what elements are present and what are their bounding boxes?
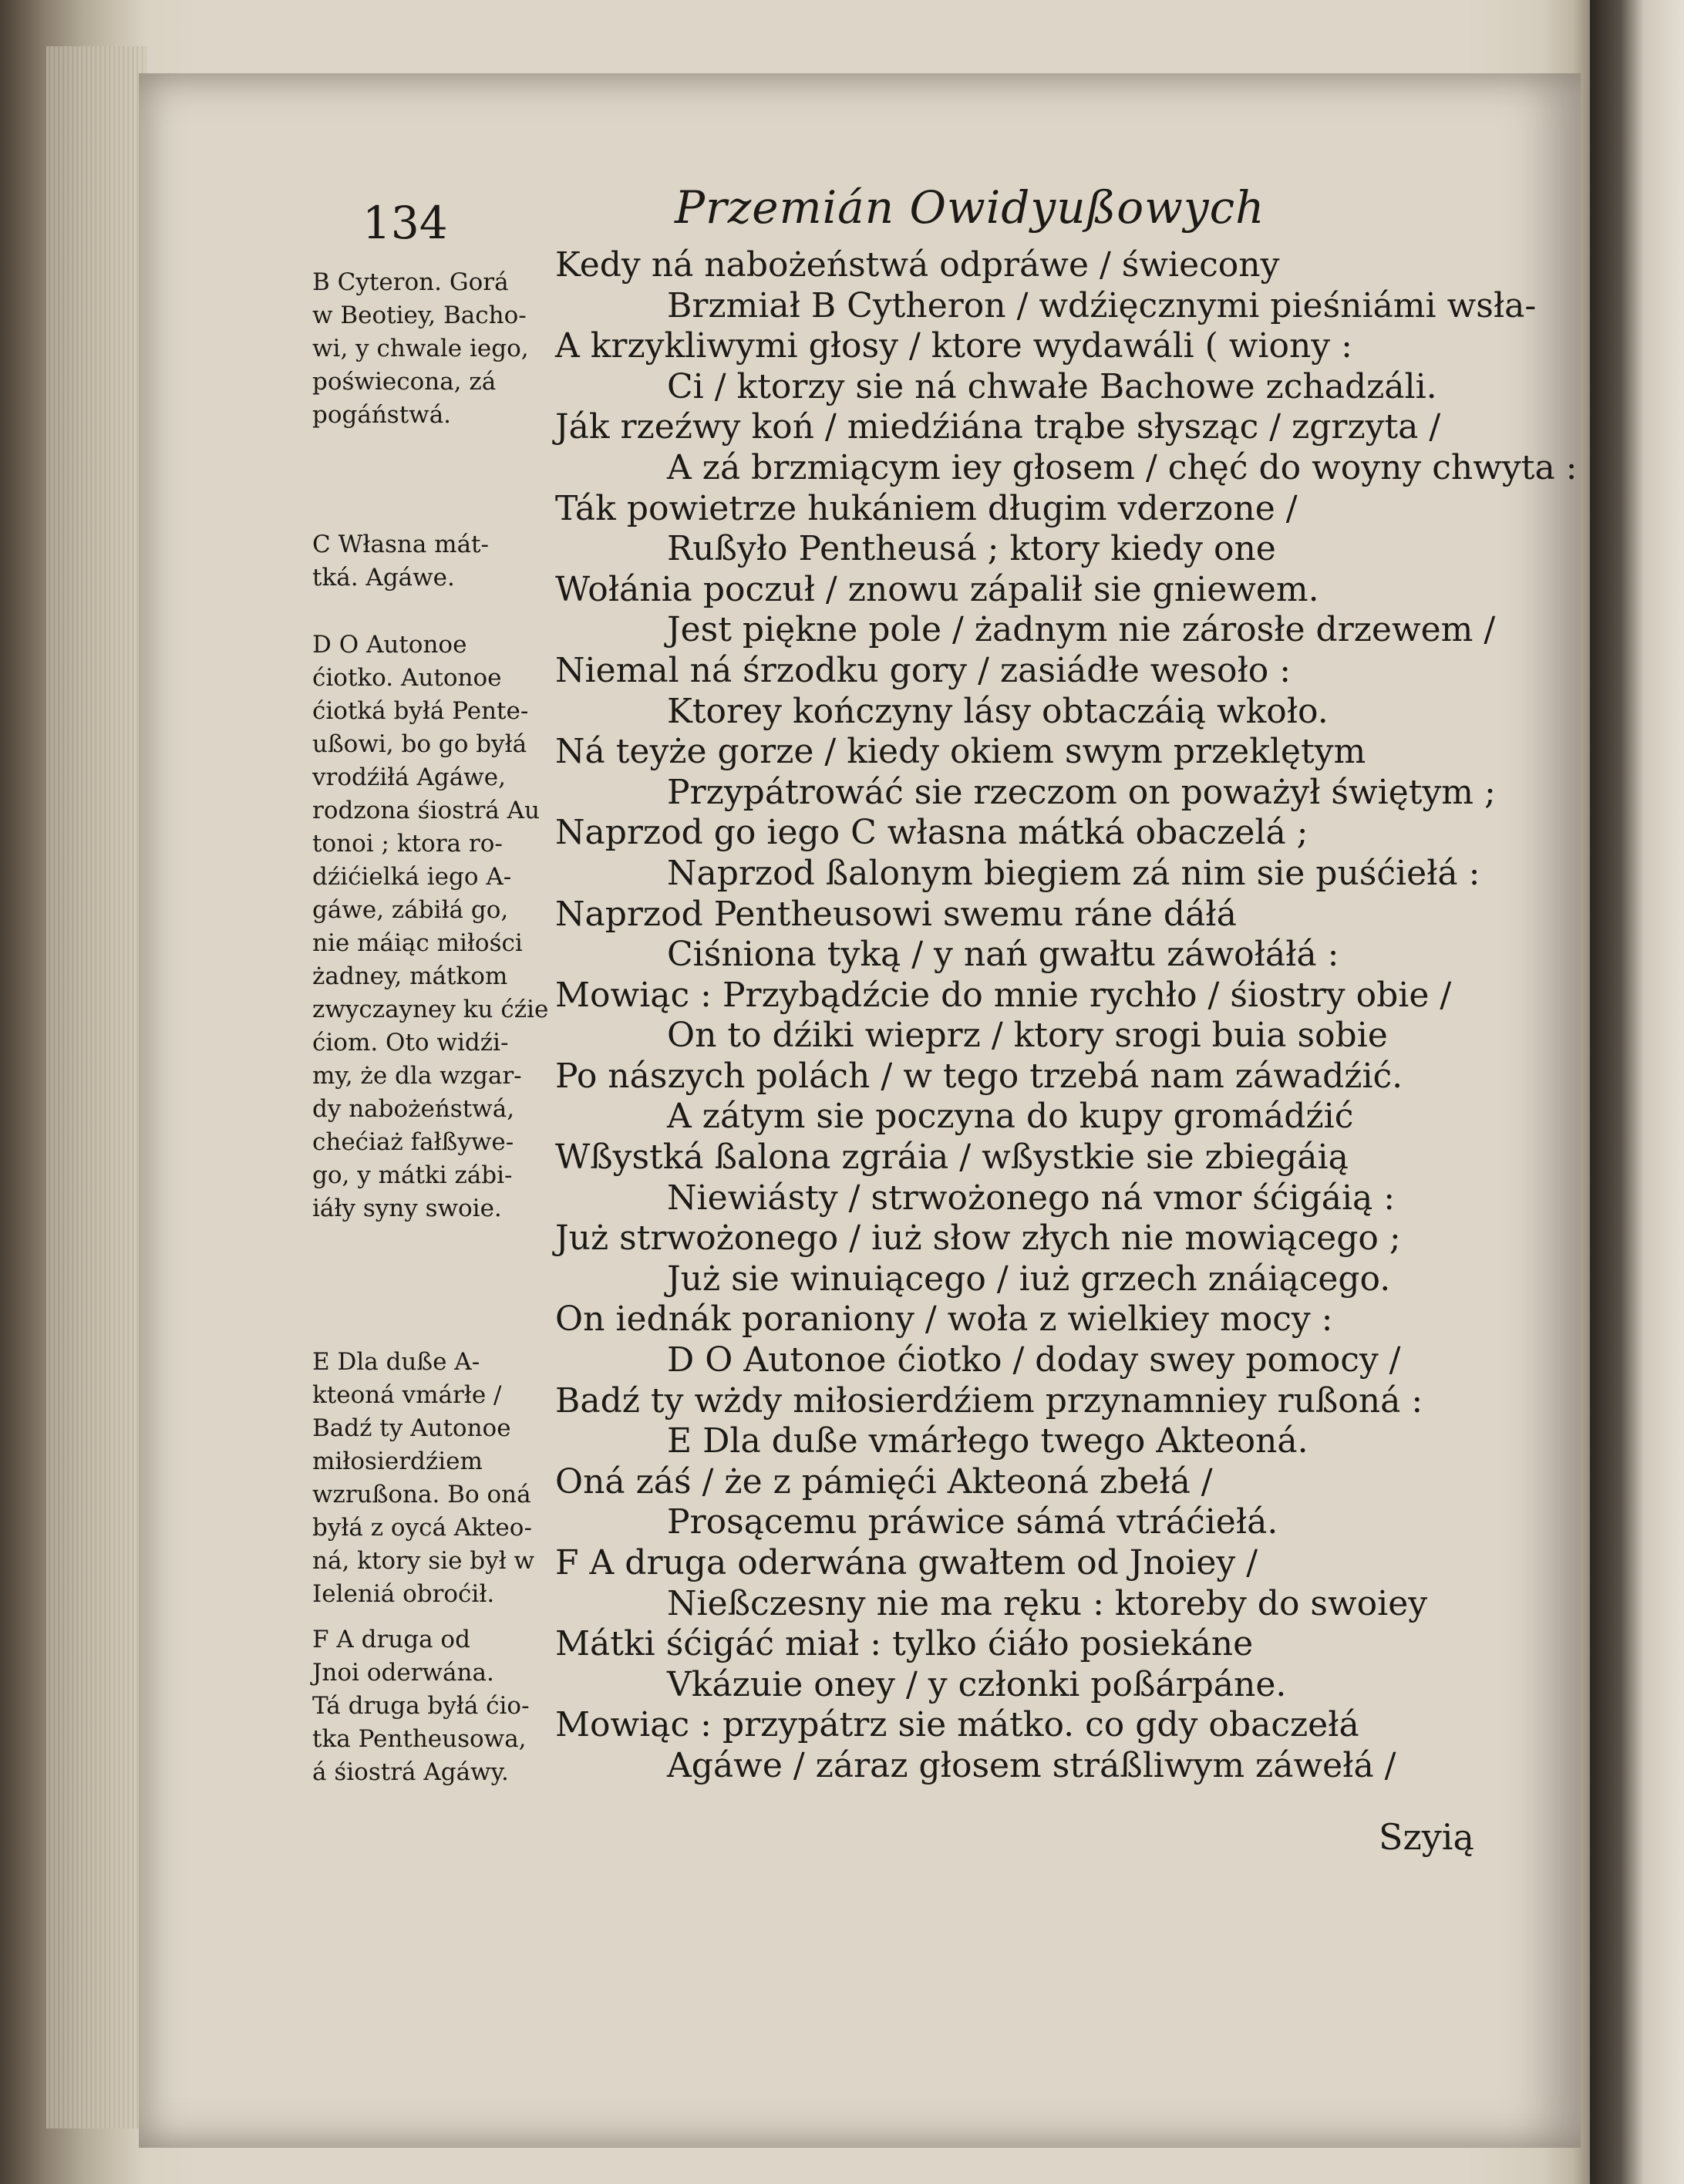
verse-line: Ná teyże gorze / kiedy okiem swym przeklętym	[555, 732, 1366, 772]
verse-line: Ktorey kończyny lásy obtaczáią wkoło.	[667, 691, 1329, 731]
verse-line: Niemal ná śrzodku gory / zasiádłe wesoło :	[555, 650, 1292, 690]
verse-line: Niewiásty / strwożonego ná vmor śćigáią :	[667, 1178, 1396, 1218]
margin-note-line: Tá druga byłá ćio-	[312, 1692, 530, 1720]
verse-line: Ci / ktorzy sie ná chwałe Bachowe zchadzáli.	[667, 366, 1437, 406]
margin-note-line: Jnoi oderwána.	[312, 1659, 494, 1687]
verse-line: Przypátrowáć sie rzeczom on poważył świętym ;	[667, 772, 1496, 812]
margin-note-line: Ieleniá obroćił.	[312, 1580, 495, 1608]
verse-line: Ták powietrze hukániem długim vderzone /	[555, 488, 1298, 528]
margin-note	[312, 266, 529, 432]
verse-line: A krzykliwymi głosy / ktore wydawáli ( wiony :	[555, 326, 1352, 366]
verse-line: Agáwe / záraz głosem stráßliwym záwełá /	[667, 1745, 1396, 1785]
margin-note-line: wzrußona. Bo oná	[312, 1481, 531, 1508]
verse-line: E Dla duße vmárłego twego Akteoná.	[667, 1421, 1308, 1461]
margin-note-line: miłosierdźiem	[312, 1448, 483, 1475]
verse-line: Rußyło Pentheusá ; ktory kiedy one	[667, 529, 1276, 569]
verse-line: On to dźiki wieprz / ktory srogi buia sobie	[667, 1016, 1388, 1056]
verse-line: Wßystká ßalona zgráia / wßystkie sie zbiegáią	[555, 1138, 1349, 1178]
margin-note-line: F A druga od	[312, 1626, 470, 1653]
page-number: 134	[362, 197, 448, 249]
margin-note-line: chećiaż fałßywe-	[312, 1128, 514, 1156]
verse-line: Oná záś / że z pámięći Akteoná zbełá /	[555, 1461, 1213, 1502]
verse-line: Ják rzeźwy koń / miedźiána trąbe słysząc / zgrzyta /	[555, 407, 1441, 447]
margin-note-line: kteoná vmárłe /	[312, 1381, 502, 1409]
verse-line: Brzmiał B Cytheron / wdźięcznymi pieśniámi wsła-	[667, 285, 1537, 325]
verse-line: Prosącemu práwice sámá vtráćiełá.	[667, 1502, 1278, 1542]
margin-note-line: tka Pentheusowa,	[312, 1725, 527, 1753]
running-head: Przemián Owidyußowych	[675, 181, 1265, 234]
margin-note-line: ußowi, bo go byłá	[312, 730, 527, 758]
margin-note-line: tonoi ; ktora ro-	[312, 830, 503, 858]
margin-note-line: Badź ty Autonoe	[312, 1414, 511, 1442]
margin-note-line: vrodźiłá Agáwe,	[312, 763, 506, 791]
margin-note-line: nie máiąc miłości	[312, 929, 523, 957]
margin-note-line: dy nabożeństwá,	[312, 1095, 515, 1123]
verse-line: Naprzod ßalonym biegiem zá nim sie puśćiełá :	[667, 853, 1480, 893]
verse-line: D O Autonoe ćiotko / doday swey pomocy /	[667, 1340, 1401, 1380]
verse-line: A zátym sie poczyna do kupy gromádźić	[667, 1097, 1354, 1137]
margin-note-line: ćiotko. Autonoe	[312, 664, 502, 692]
margin-note-line: ná, ktory sie był w	[312, 1547, 535, 1575]
verse-line: Jest piękne pole / żadnym nie zárosłe drzewem /	[667, 610, 1496, 650]
margin-note-line: byłá z oycá Akteo-	[312, 1514, 532, 1542]
verse-text	[555, 245, 1578, 1787]
margin-note-line: tká. Agáwe.	[312, 564, 455, 592]
verse-line: A zá brzmiącym iey głosem / chęć do woyny chwyta :	[667, 447, 1578, 487]
verse-line: Już sie winuiącego / iuż grzech znáiącego.	[667, 1259, 1391, 1299]
margin-note-line: iáły syny swoie.	[312, 1195, 502, 1222]
verse-line: Badź ty wżdy miłosierdźiem przynamniey rußoná :	[555, 1380, 1423, 1421]
verse-line: Naprzod go iego C własna mátká obaczelá ;	[555, 813, 1308, 853]
margin-note-line: D O Autonoe	[312, 631, 467, 659]
verse-line: Ciśniona tyką / y nań gwałtu záwołáłá :	[667, 935, 1339, 975]
page-edges	[46, 46, 147, 2128]
facing-page-edge	[1590, 0, 1684, 2184]
margin-note-line: rodzona śiostrá Au	[312, 797, 540, 824]
margin-note-line: poświecona, zá	[312, 368, 497, 396]
verse-line: Naprzod Pentheusowi swemu ráne dáłá	[555, 894, 1237, 934]
verse-line: On iednák poraniony / woła z wielkiey mocy :	[555, 1299, 1333, 1340]
margin-note-line: wi, y chwale iego,	[312, 335, 529, 362]
verse-line: Mátki śćigáć miał : tylko ćiáło posiekáne	[555, 1624, 1254, 1664]
margin-note	[312, 1623, 530, 1789]
margin-note-line: á śiostrá Agáwy.	[312, 1758, 509, 1786]
margin-note-line: dźićielká iego A-	[312, 863, 512, 891]
margin-note-line: pogáństwá.	[312, 401, 452, 429]
margin-note	[312, 528, 489, 595]
verse-line: Mowiąc : Przybądźcie do mnie rychło / śiostry obie /	[555, 975, 1452, 1015]
verse-line: Vkázuie oney / y członki poßárpáne.	[667, 1664, 1287, 1704]
verse-line: Wołánia poczuł / znowu zápalił sie gniewem.	[555, 569, 1319, 609]
margin-note	[312, 1346, 534, 1611]
margin-note-line: ćiotká byłá Pente-	[312, 697, 529, 725]
margin-note-line: w Beotiey, Bacho-	[312, 302, 527, 329]
margin-note-line: go, y mátki zábi-	[312, 1161, 513, 1189]
verse-line: F A druga oderwána gwałtem od Jnoiey /	[555, 1543, 1258, 1582]
margin-note-line: żadney, mátkom	[312, 962, 508, 990]
margin-note-line: my, że dla wzgar-	[312, 1062, 522, 1090]
margin-note-line: C Własna mát-	[312, 531, 489, 558]
margin-note-line: zwyczayney ku ćźie	[312, 996, 549, 1023]
margin-note-line: ćiom. Oto widźi-	[312, 1029, 509, 1057]
verse-line: Nießczesny nie ma ręku : ktoreby do swoiey	[667, 1583, 1428, 1623]
margin-note-line: B Cyteron. Gorá	[312, 268, 509, 296]
margin-note-line: E Dla duße A-	[312, 1348, 480, 1376]
margin-note-line: gáwe, zábiłá go,	[312, 896, 509, 924]
verse-line: Po nászych polách / w tego trzebá nam záwadźić.	[555, 1056, 1403, 1096]
margin-note	[312, 629, 548, 1225]
catchword: Szyią	[1379, 1816, 1474, 1858]
verse-line: Mowiąc : przypátrz sie mátko. co gdy obaczełá	[555, 1705, 1359, 1745]
verse-line: Już strwożonego / iuż słow złych nie mowiącego ;	[555, 1218, 1401, 1259]
verse-line: Kedy ná nabożeństwá odpráwe / świecony	[555, 245, 1280, 285]
